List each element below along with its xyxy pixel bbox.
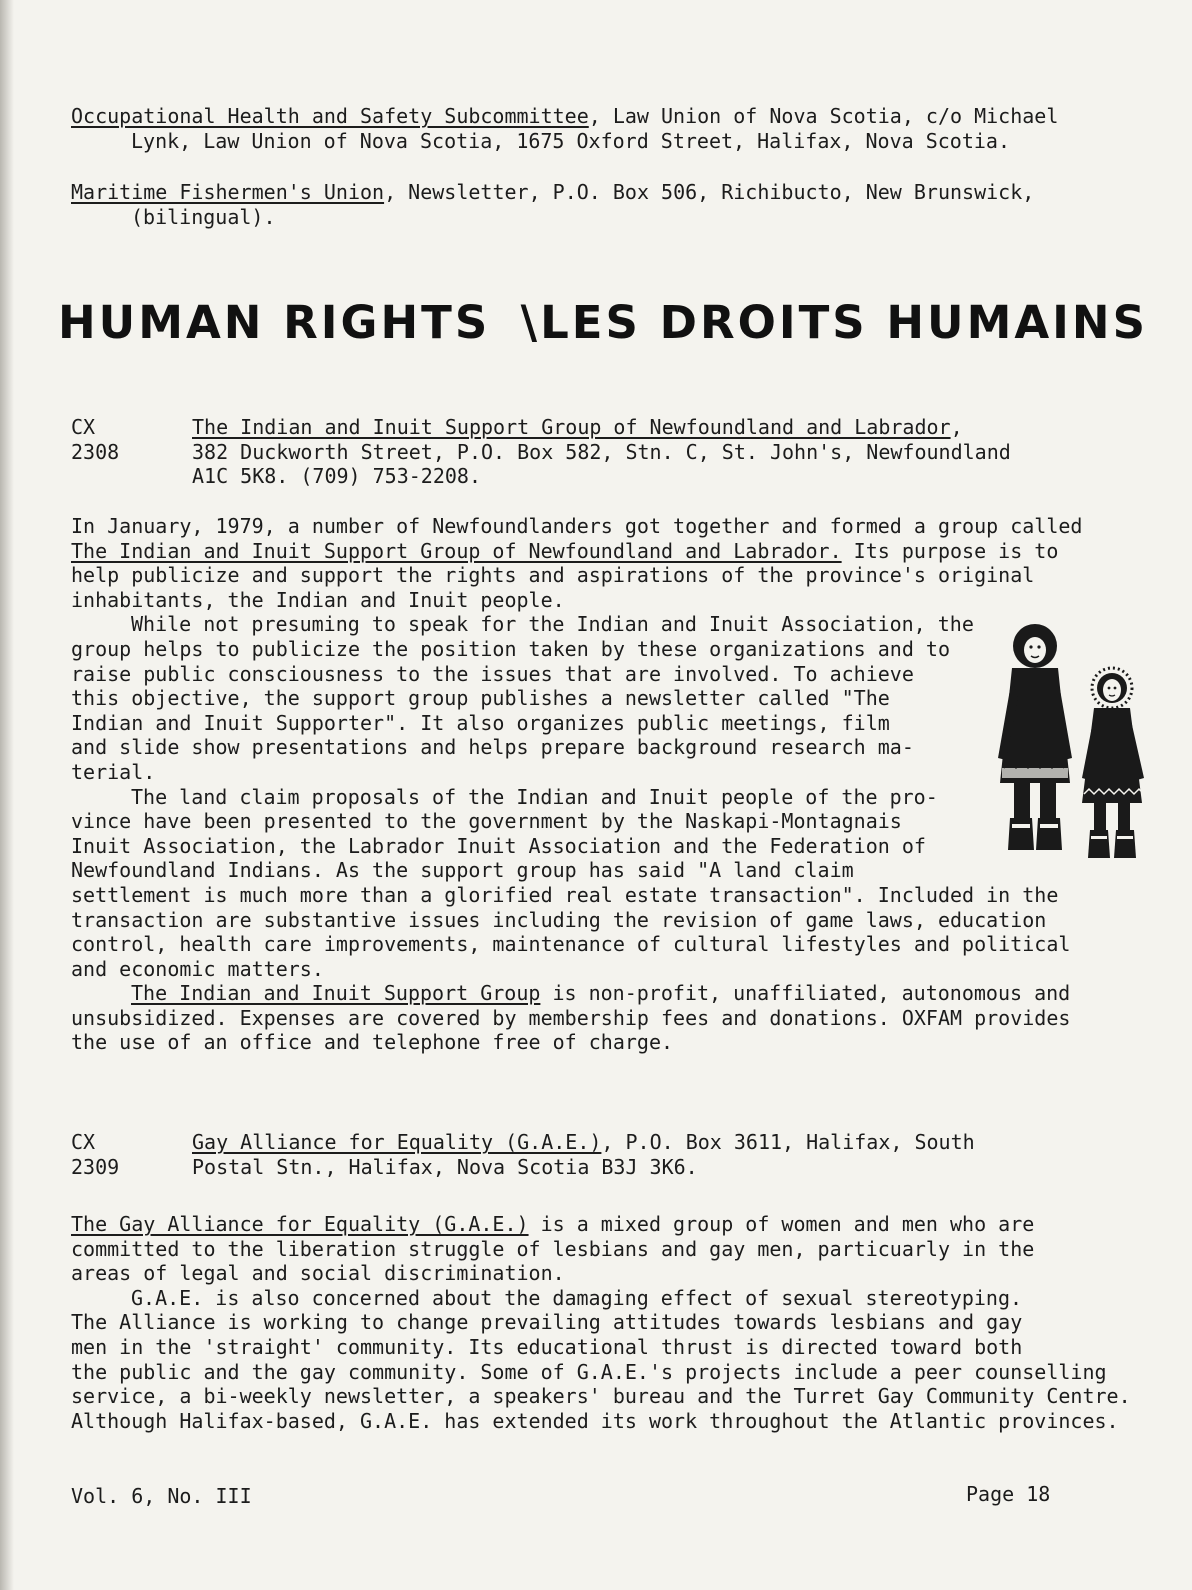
org-name: Gay Alliance for Equality (G.A.E.) <box>192 1130 602 1154</box>
footer-page-number: Page 18 <box>966 1482 1051 1506</box>
entry-maritime-fishermen: Maritime Fishermen's Union, Newsletter, P.O. Box 506, Richibucto, New Brunswick, (bilingual). <box>71 180 1035 229</box>
paragraph-2309-body: The Gay Alliance for Equality (G.A.E.) is a mixed group of women and men who are committed to the liberation struggle of lesbians and gay men, particuarly in the areas of legal and social discrimination. G.A.E. is also concerned about the damaging effect of sexual stereotyping. The Alliance is working to change prevailing attitudes towards lesbians and gay men in the 'straight' community. Its educational thrust is directed toward both the public and the gay community. Some of G.A.E.'s projects include a peer counselling service, a bi-weekly newsletter, a speakers' bureau and the Turret Gay Community Centre. Although Halifax-based, G.A.E. has extended its work throughout the Atlantic provinces. <box>71 1212 1131 1433</box>
entry-address-2308: The Indian and Inuit Support Group of Newfoundland and Labrador, 382 Duckworth Street, P.O. Box 582, Stn. C, St. John's, Newfoundland A1C 5K8. (709) 753-2208. <box>192 415 1011 489</box>
footer-volume: Vol. 6, No. III <box>71 1484 252 1508</box>
entry-code-2308: CX 2308 <box>71 415 120 464</box>
heading-english: HUMAN RIGHTS <box>58 296 491 349</box>
page-binding-shadow <box>0 0 14 1590</box>
entry-address-2309: Gay Alliance for Equality (G.A.E.), P.O. Box 3611, Halifax, South Postal Stn., Halifax, Nova Scotia B3J 3K6. <box>192 1130 975 1179</box>
entry-code-2309: CX 2309 <box>71 1130 120 1179</box>
org-name: Maritime Fishermen's Union <box>71 180 385 204</box>
entry-occupational-health: Occupational Health and Safety Subcommittee, Law Union of Nova Scotia, c/o Michael Lynk, Law Union of Nova Scotia, 1675 Oxford Street, Halifax, Nova Scotia. <box>71 104 1059 153</box>
heading-french: \LES DROITS HUMAINS <box>520 296 1148 349</box>
section-heading <box>58 296 1148 349</box>
org-name: The Indian and Inuit Support Group of Newfoundland and Labrador <box>192 415 951 439</box>
inuit-figures-illustration <box>990 618 1160 868</box>
org-name: Occupational Health and Safety Subcommittee <box>71 104 589 128</box>
paragraph-2308-body: In January, 1979, a number of Newfoundlanders got together and formed a group called The Indian and Inuit Support Group of Newfoundland and Labrador. Its purpose is to help publicize and support the rights and aspirations of the province's original inhabitants, the Indian and Inuit people. While not presuming to speak for the Indian and Inuit Association, the group helps to publicize the position taken by these organizations and to raise public consciousness to the issues that are involved. To achieve this objective, the support group publishes a newsletter called "The Indian and Inuit Supporter". It also organizes public meetings, film and slide show presentations and helps prepare background research ma- terial. The land claim proposals of the Indian and Inuit people of the pro- vince have been presented to the government by the Naskapi-Montagnais Inuit Association, the Labrador Inuit Association and the Federation of Newfoundland Indians. As the support group has said "A land claim settlement is much more than a glorified real estate transaction". Included in the transaction are substantive issues including the revision of game laws, education control, health care improvements, maintenance of cultural lifestyles and political and economic matters. The Indian and Inuit Support Group is non-profit, unaffiliated, autonomous and unsubsidized. Expenses are covered by membership fees and donations. OXFAM provides the use of an office and telephone free of charge. <box>71 514 1083 1055</box>
